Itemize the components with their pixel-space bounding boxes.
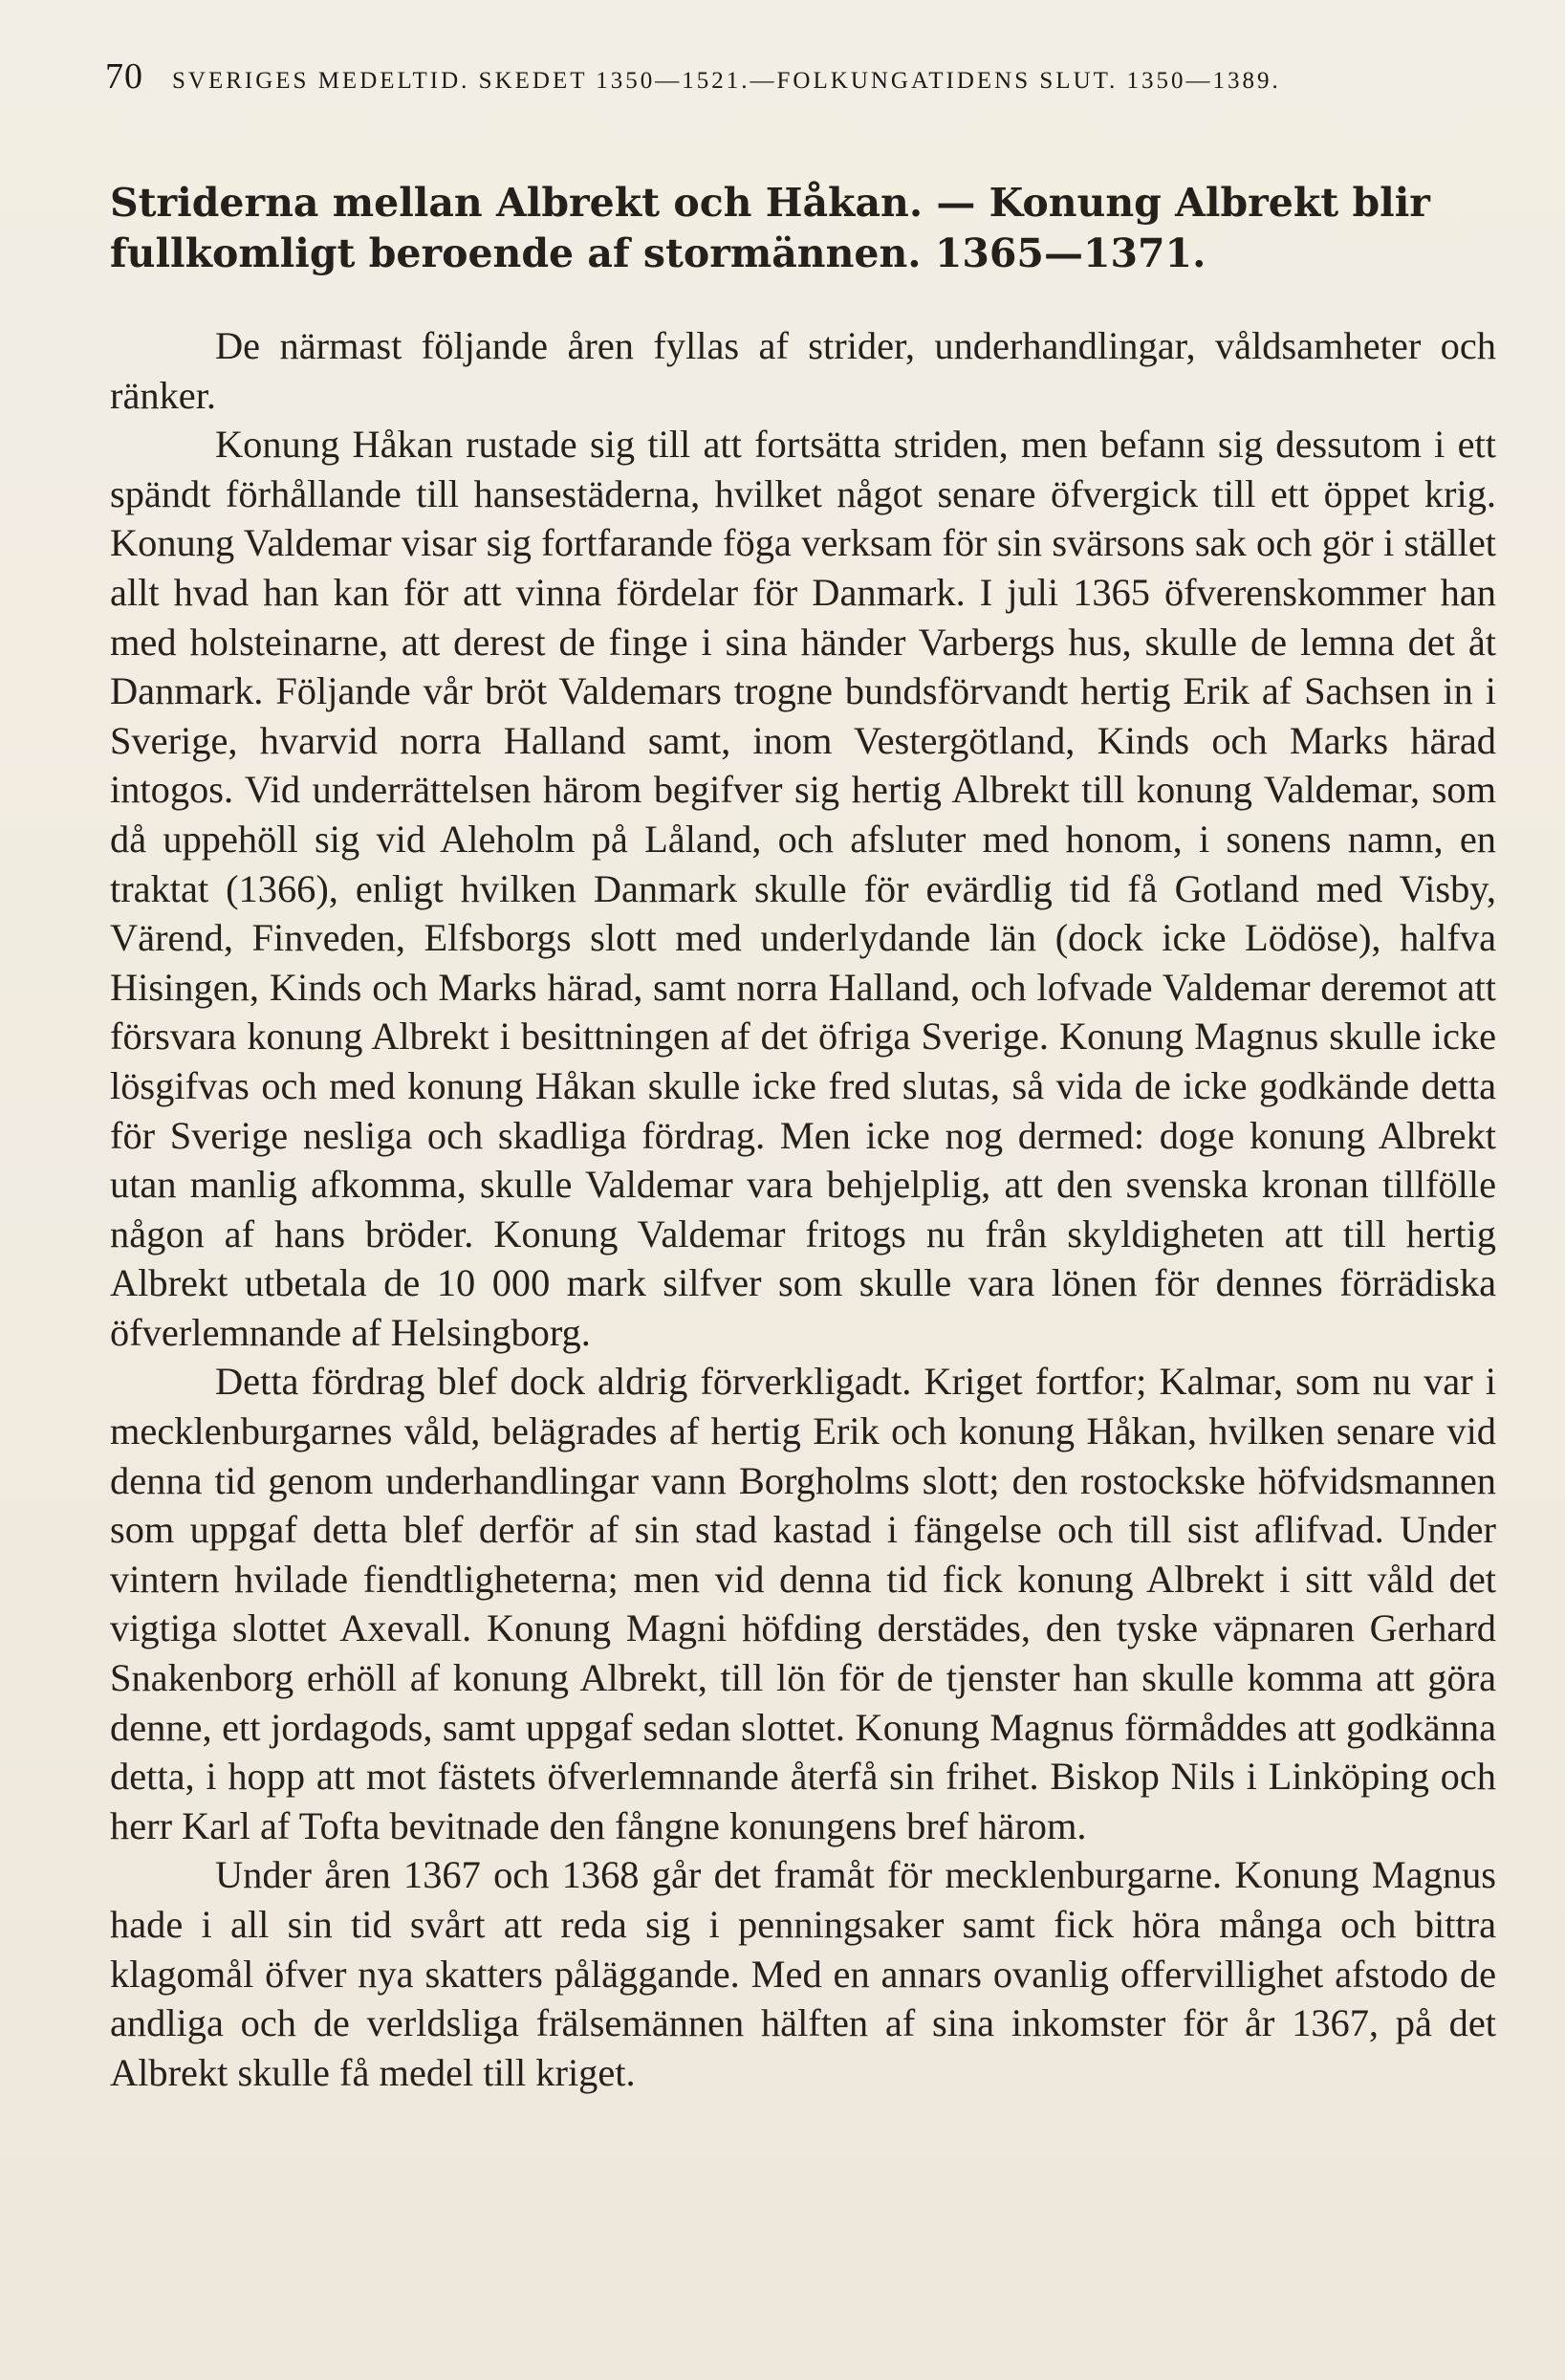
paragraph: Under åren 1367 och 1368 går det framåt för mecklenburgarne. Konung Magnus hade i all sin tid svårt att reda sig i penningsaker samt fick höra många och bittra klagomål öfver nya skatters påläggande. Med en annars ovanlig offervillighet afstodo de andliga och de verldsliga frälsemännen hälften af sina inkomster för år 1367, på det Albrekt skulle få medel till kriget.	[110, 1853, 1496, 2094]
section-heading: Striderna mellan Albrekt och Håkan. — Konung Albrekt blir fullkomligt beroende af stormännen. 1365—1371.	[110, 180, 1430, 276]
paragraph: Konung Håkan rustade sig till att fortsätta striden, men befann sig dessutom i ett spändt förhållande till hansestäderna, hvilket något senare öfvergick till ett öppet krig. Konung Valdemar visar sig fortfarande föga verksam för sin svärsons sak och gör i stället allt hvad han kan för att vinna fördelar för Danmark. I juli 1365 öfverenskommer han med holsteinarne, att derest de finge i sina händer Varbergs hus, skulle de lemna det åt Danmark. Följande vår bröt Valdemars trogne bundsförvandt hertig Erik af Sachsen in i Sverige, hvarvid norra Halland samt, inom Vestergötland, Kinds och Marks härad intogos. Vid underrättelsen härom begifver sig hertig Albrekt till konung Valdemar, som då uppehöll sig vid Aleholm på Låland, och afsluter med honom, i sonens namn, en traktat (1366), enligt hvilken Danmark skulle för evärdlig tid få Gotland med Visby, Värend, Finveden, Elfsborgs slott med underlydande län (dock icke Lödöse), halfva Hisingen, Kinds och Marks härad, samt norra Halland, och lofvade Valdemar deremot att försvara konung Albrekt i besittningen af det öfriga Sverige. Konung Magnus skulle icke lösgifvas och med konung Håkan skulle icke fred slutas, så vida de icke godkände detta för Sverige nesliga och skadliga fördrag. Men icke nog dermed: doge konung Albrekt utan manlig afkomma, skulle Valdemar vara behjelplig, att den svenska kronan tillfölle någon af hans bröder. Konung Valdemar fritogs nu från skyldigheten att till hertig Albrekt utbetala de 10 000 mark silfver som skulle vara lönen för dennes förrädiska öfverlemnande af Helsingborg.	[110, 423, 1496, 1354]
paragraph: Detta fördrag blef dock aldrig förverkligadt. Kriget fortfor; Kalmar, som nu var i mecklenburgarnes våld, belägrades af hertig Erik och konung Håkan, hvilken senare vid denna tid genom underhandlingar vann Borgholms slott; den rostockske höfvidsmannen som uppgaf detta blef derför af sin stad kastad i fängelse och till sist aflifvad. Under vintern hvilade fiendtligheterna; men vid denna tid fick konung Albrekt i sitt våld det vigtiga slottet Axevall. Konung Magni höfding derstädes, den tyske väpnaren Gerhard Snakenborg erhöll af konung Albrekt, till lön för de tjenster han skulle komma att göra denne, ett jordagods, samt uppgaf sedan slottet. Konung Magnus förmåddes att godkänna detta, i hopp att mot fästets öfverlemnande återfå sin frihet. Biskop Nils i Linköping och herr Karl af Tofta bevitnade den fångne konungens bref härom.	[110, 1360, 1496, 1847]
page-number: 70	[105, 56, 143, 97]
running-title: SVERIGES MEDELTID. SKEDET 1350—1521.—FOLKUNGATIDENS SLUT. 1350—1389.	[172, 68, 1281, 94]
running-head	[105, 55, 1511, 98]
paragraph: De närmast följande åren fyllas af strider, underhandlingar, våldsamheter och ränker.	[110, 324, 1496, 417]
body-text	[110, 321, 1496, 2097]
